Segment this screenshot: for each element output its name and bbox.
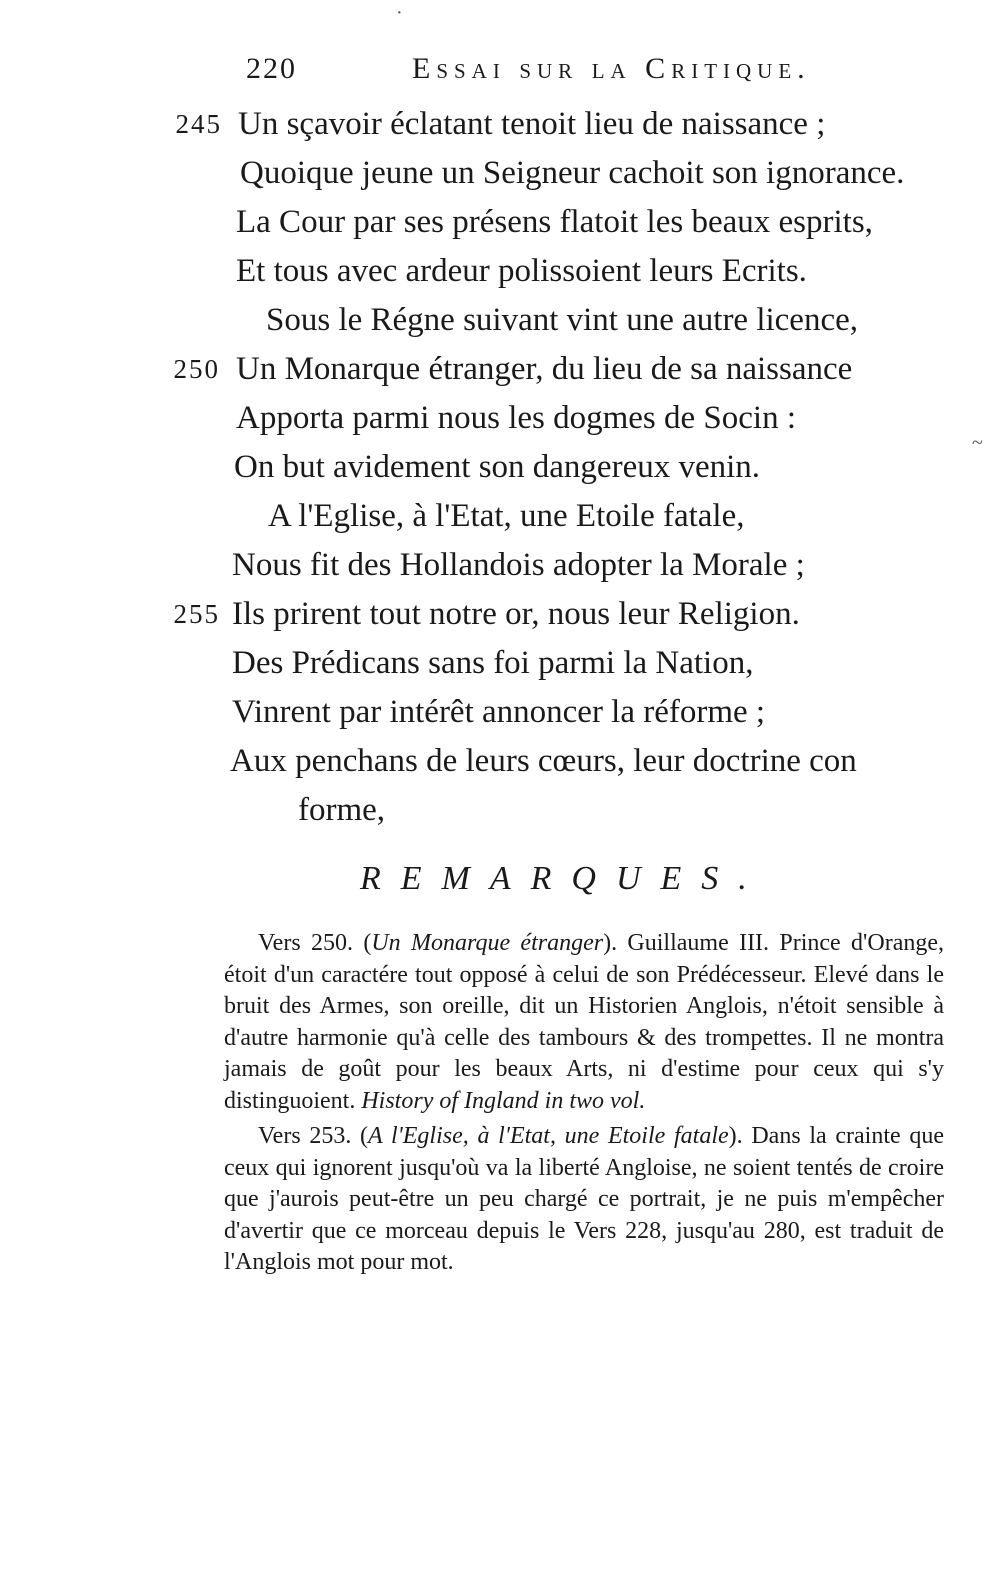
- verse-text: A l'Eglise, à l'Etat, une Etoile fatale,: [268, 498, 745, 534]
- verse-line: [0, 394, 1000, 443]
- verse-block: [0, 100, 1000, 835]
- verse-text: Quoique jeune un Seigneur cachoit son ignorance.: [240, 155, 905, 191]
- running-title: Essai sur la Critique.: [412, 52, 811, 85]
- margin-mark: ~: [972, 432, 983, 454]
- page-number: 220: [246, 52, 297, 85]
- margin-mark: ·: [396, 2, 403, 24]
- note-lead: Vers 253. (: [258, 1123, 369, 1149]
- verse-line: [0, 345, 1000, 394]
- verse-line: [0, 443, 1000, 492]
- verse-line: [0, 100, 1000, 149]
- line-number: 245: [175, 109, 222, 139]
- note-lead: Vers 250. (: [258, 930, 372, 956]
- verse-text: Sous le Régne suivant vint une autre licence,: [266, 302, 859, 338]
- note-source: History of Ingland in two vol.: [361, 1087, 646, 1114]
- verse-text: forme,: [298, 792, 386, 828]
- verse-text: Aux penchans de leurs cœurs, leur doctrine con: [230, 743, 857, 779]
- verse-line: [0, 541, 1000, 590]
- verse-line: [0, 786, 1000, 835]
- verse-line: [0, 296, 1000, 345]
- remarks-heading: REMARQUES.: [360, 860, 767, 897]
- note-body: ). Guillaume III. Prince d'Orange, étoit d'un caractére tout opposé à celui de son Prédécesseur. Elevé dans le bruit des Armes, son oreille, dit un Historien Anglois, n'étoit sensible à d'autre harmonie qu'à celle des tambours & des trompettes. Il ne montra jamais de goût pour les beaux Arts, ni d'estime pour ceux qui s'y distinguoient.: [224, 930, 944, 1114]
- verse-line: [0, 149, 1000, 198]
- verse-line: [0, 198, 1000, 247]
- line-number: 250: [173, 354, 220, 384]
- verse-text: Nous fit des Hollandois adopter la Morale ;: [232, 547, 805, 583]
- notes-block: [224, 928, 944, 1283]
- verse-line: [0, 639, 1000, 688]
- verse-text: Apporta parmi nous les dogmes de Socin :: [236, 400, 797, 436]
- note-body: ). Dans la crainte que ceux qui ignorent jusqu'où va la liberté Angloise, ne soient tentés de croire que j'aurois peut-être un peu chargé ce portrait, je ne puis m'empêcher d'avertir que ce morceau depuis le Vers 228, jusqu'au 280, est traduit de l'Anglois mot pour mot.: [224, 1123, 945, 1275]
- verse-text: Des Prédicans sans foi parmi la Nation,: [232, 645, 754, 681]
- note-paragraph: [224, 1121, 944, 1279]
- verse-line: [0, 247, 1000, 296]
- verse-line: [0, 590, 1000, 639]
- verse-text: Ils prirent tout notre or, nous leur Religion.: [232, 596, 800, 632]
- verse-text: Vinrent par intérêt annoncer la réforme ;: [232, 694, 766, 730]
- verse-text: Un sçavoir éclatant tenoit lieu de naissance ;: [238, 106, 826, 142]
- verse-text: On but avidement son dangereux venin.: [234, 449, 761, 485]
- note-reference: A l'Eglise, à l'Etat, une Etoile fatale: [368, 1123, 729, 1149]
- page-header: [0, 52, 1000, 96]
- verse-text: Et tous avec ardeur polissoient leurs Ecrits.: [236, 253, 807, 289]
- verse-line: [0, 737, 1000, 786]
- verse-text: Un Monarque étranger, du lieu de sa naissance: [236, 351, 853, 387]
- line-number: 255: [173, 599, 220, 629]
- verse-line: [0, 688, 1000, 737]
- verse-text: La Cour par ses présens flatoit les beaux esprits,: [236, 204, 873, 240]
- note-paragraph: [224, 928, 944, 1117]
- note-reference: Un Monarque étranger: [371, 930, 604, 956]
- verse-line: [0, 492, 1000, 541]
